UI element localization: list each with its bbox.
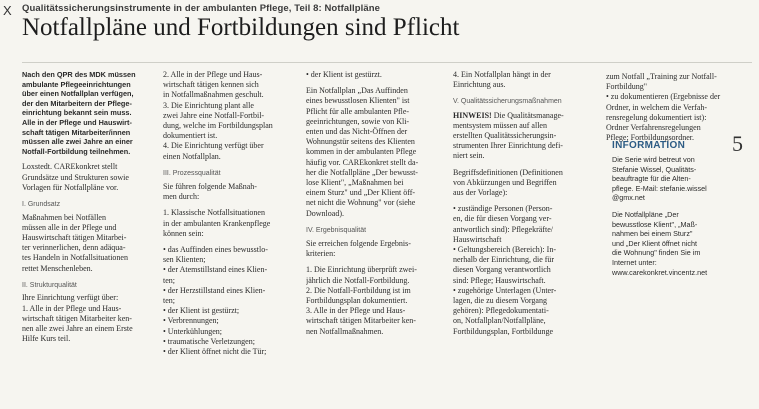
list-item: • das Auffinden eines bewusstlo-: [163, 245, 268, 255]
list-item: Hauswirtschaft: [453, 234, 502, 244]
text-line: bewusstlose Klient", „Maß-: [612, 219, 698, 229]
article-title: Notfallpläne und Fortbildungen sind Pflicht: [22, 14, 460, 41]
text-line: Sie führen folgende Maßnah-: [163, 182, 257, 192]
column-2: [163, 70, 293, 363]
text-line: 1. Klassische Notfallsituationen: [163, 208, 265, 218]
text-line: nahmen bei einem Sturz": [612, 229, 693, 239]
text-line: enten und das Nicht-Öffnen der: [306, 127, 408, 137]
corner-mark: X: [3, 3, 12, 18]
intro-line: Loxstedt. CAREkonkret stellt: [22, 162, 118, 172]
text-line: dokumentiert ist.: [163, 131, 218, 141]
definitions-list: [453, 204, 593, 337]
text-line: 4. Die Einrichtung verfügt über: [163, 141, 264, 151]
text-line: Sie erreichen folgende Ergebnis-: [306, 239, 411, 249]
list-item: ten;: [163, 275, 175, 285]
text-line: können sein:: [163, 228, 204, 238]
text-line: strumenten Ihrer Einrichtung defi-: [453, 141, 563, 151]
text-line: Download).: [306, 208, 344, 218]
author-note: [612, 155, 758, 203]
text-line: die Wohnung" finden Sie im: [612, 248, 701, 258]
text-line: tes Handeln in Notfallsituationen: [22, 253, 128, 263]
text-line: eines bewusstlosen Klienten" ist: [306, 96, 410, 106]
lead-line: müssen alle zwei Jahre an einer: [22, 137, 133, 147]
text-line: net nicht die Wohnung" vor (siehe: [306, 198, 416, 208]
text-line: einem Sturz" und „Der Klient öff-: [306, 188, 416, 198]
list-item: en, die für diesen Vorgang ver-: [453, 214, 552, 224]
text-line: Fortbildung": [606, 82, 648, 92]
section-text: [306, 239, 442, 259]
text-line: • zu dokumentieren (Ergebnisse der: [606, 92, 721, 102]
list-item: • Geltungsbereich (Bereich): In-: [453, 245, 556, 255]
list-item: • Unterkühlungen;: [163, 326, 223, 336]
text-line: zum Notfall „Training zur Notfall-: [606, 72, 717, 81]
list-item: diesen Vorgang verantwortlich: [453, 265, 551, 275]
intro-line: Vorlagen für Notfallpläne vor.: [22, 182, 119, 192]
text-line: 2. Alle in der Pflege und Haus-: [163, 70, 263, 79]
column-1: [22, 70, 150, 350]
list-item: nerhalb der Einrichtung, die für: [453, 255, 555, 265]
section-heading: I. Grundsatz: [22, 200, 61, 208]
information-heading: INFORMATION: [612, 140, 686, 151]
hinweis-label: HINWEIS!: [453, 110, 492, 120]
section-text: [163, 70, 293, 162]
text-line: ter verinnerlichen, denn adäqua-: [22, 243, 126, 253]
text-line: rensregelung dokumentiert ist):: [606, 112, 707, 122]
lead-line: Alle in der Pflege und Hauswirt-: [22, 117, 132, 127]
list-item: • zugehörige Unterlagen (Unter-: [453, 285, 557, 295]
list-intro: [163, 208, 293, 239]
bullet-list: [163, 245, 293, 357]
text-line: Begriffsdefinitionen (Definitionen: [453, 167, 563, 177]
text-line: aus der Vorlage):: [453, 188, 508, 198]
text-line: nen alle zwei Jahre an einem Erste: [22, 323, 133, 333]
text-line: kriterien:: [306, 249, 336, 259]
text-line: und „Der Klient öffnet nicht: [612, 238, 697, 248]
text-line: Ihre Einrichtung verfügt über:: [22, 293, 119, 303]
text-line: kommen in der ambulanten Pflege: [306, 147, 417, 157]
list-item: wirtschaft tätigen Mitarbeiter ken-: [306, 316, 416, 326]
text-line: rettet Menschenleben.: [22, 263, 93, 273]
hinweis-paragraph: [453, 111, 593, 162]
list-item: • der Klient öffnet nicht die Tür;: [163, 347, 267, 357]
lead-line: schaft tätigen Mitarbeiter/innen: [22, 127, 131, 137]
list-item: ten;: [163, 296, 175, 306]
list-item: • der Herzstillstand eines Klien-: [163, 285, 266, 295]
text-line: müssen alle in der Pflege und: [22, 222, 117, 232]
text-line: Die Qualitätsmanage-: [491, 110, 564, 120]
text-line: in der ambulanten Krankenpflege: [163, 218, 271, 228]
text-line: Hilfe Kurs teil.: [22, 334, 71, 344]
text-line: 3. Die Einrichtung plant alle: [163, 100, 254, 110]
intro-paragraph: [22, 162, 150, 193]
list-item: nen Notfallmaßnahmen.: [306, 326, 384, 336]
text-line: wirtschaft tätigen Mitarbeiter ken-: [22, 313, 132, 323]
lead-line: ambulante Pflegeeinrichtungen: [22, 79, 131, 89]
text-line: einen Notfallplan.: [163, 151, 221, 161]
text-line: Die Notfallpläne „Der: [612, 209, 679, 219]
list-item: • Verbrennungen;: [163, 316, 219, 326]
text-line: mentsystem müssen auf allen: [453, 120, 547, 130]
download-note: [612, 210, 758, 277]
text-line: Pflege; Fortbildungsordner.: [606, 133, 694, 143]
section-text: [163, 182, 293, 202]
list-item: sen Klienten;: [163, 255, 206, 265]
list-item: Fortbildungsplan, Fortbildunge: [453, 326, 553, 336]
text-line: her die Notfallpläne „Der bewusst-: [306, 167, 418, 177]
criteria-list: [306, 265, 442, 336]
list-item: • traumatische Verletzungen;: [163, 336, 255, 346]
list-item: antwortlich sind): Pflegekräfte/: [453, 224, 553, 234]
text-line: Wohnungstür seitens des Klienten: [306, 137, 415, 147]
text-line: Pflicht für alle ambulanten Pfle-: [306, 106, 410, 116]
text-line: niert sein.: [453, 151, 485, 161]
text-line: in Notfallmaßnahmen geschult.: [163, 90, 264, 100]
section-heading: V. Qualitätssicherungsmaßnahmen: [453, 98, 562, 106]
list-item: Fortbildungsplan dokumentiert.: [306, 296, 408, 306]
list-item: • der Klient ist gestürzt.: [306, 70, 382, 79]
text-line: Ein Notfallplan „Das Auffinden: [306, 86, 408, 96]
lead-line: Nach den QPR des MDK müssen: [22, 70, 136, 79]
information-box: [612, 140, 758, 409]
article-kicker: Qualitätssicherungsinstrumente in der ambulanten Pflege, Teil 8: Notfallpläne: [22, 3, 381, 14]
handwritten-page-mark: 5: [732, 131, 743, 156]
list-item: • der Klient ist gestürzt;: [163, 306, 240, 316]
list-item: • zuständige Personen (Person-: [453, 204, 553, 214]
lead-paragraph: [22, 70, 150, 156]
section-text: [306, 86, 442, 219]
list-item: on, Notfallplan/Notfallpläne,: [453, 316, 546, 326]
definitions-intro: [453, 168, 593, 199]
text-line: zwei Jahre eine Notfall-Fortbil-: [163, 110, 265, 120]
text-line: lose Klient", „Maßnahmen bei: [306, 178, 404, 188]
section-text: [22, 293, 150, 344]
text-line: Hauswirtschaft tätigen Mitarbei-: [22, 232, 127, 242]
text-line: wirtschaft tätigen kennen sich: [163, 80, 259, 90]
text-line: Maßnahmen bei Notfällen: [22, 212, 106, 222]
text-line: men durch:: [163, 192, 200, 202]
text-line: geeinrichtungen, sowie von Kli-: [306, 116, 410, 126]
text-line: Stefanie Wissel, Qualitäts-: [612, 164, 697, 174]
text-line: Ordner Verfahrensregelungen: [606, 123, 701, 133]
title-divider: [22, 62, 752, 63]
text-line: erstellten Qualitätssicherungsin-: [453, 131, 557, 141]
text-line: dung, welche im Fortbildungsplan: [163, 121, 273, 131]
text-line: pflege. E-Mail: stefanie.wissel: [612, 183, 707, 193]
text-line: Internet unter:: [612, 257, 657, 267]
intro-line: Grundsätze und Strukturen sowie: [22, 172, 129, 182]
section-heading: IV. Ergebnisqualität: [306, 226, 367, 234]
url-link[interactable]: www.carekonkret.vincentz.net: [612, 267, 708, 277]
information-body: [612, 155, 758, 277]
text-line: 4. Ein Notfallplan hängt in der: [453, 70, 551, 79]
column-4: [453, 70, 593, 343]
list-item: lagen, die zu diesem Vorgang: [453, 296, 547, 306]
list-item: sind: Pflege; Hauswirtschaft.: [453, 275, 546, 285]
section-heading: III. Prozessqualität: [163, 169, 221, 177]
column-3: [306, 70, 442, 343]
text-line: Einrichtung aus.: [453, 80, 506, 90]
lead-line: über einen Notfallplan verfügen,: [22, 89, 134, 99]
text-line: beauftragte für die Alten-: [612, 174, 691, 184]
text-line: Die Serie wird betreut von: [612, 155, 695, 164]
section-text: [453, 70, 593, 90]
list-item: • der Atemstillstand eines Klien-: [163, 265, 268, 275]
text-line: Ordner, in welchem die Verfah-: [606, 102, 708, 112]
lead-line: Notfall-Fortbildung teilnehmen.: [22, 146, 131, 156]
lead-line: einrichtung bekannt sein muss.: [22, 108, 132, 118]
list-item: 3. Alle in der Pflege und Haus-: [306, 306, 406, 316]
section-text: [22, 213, 150, 274]
lead-line: der den Mitarbeitern der Pflege-: [22, 98, 132, 108]
text-line: @gmx.net: [612, 193, 645, 203]
text-line: 1. Alle in der Pflege und Haus-: [22, 303, 122, 313]
list-item: gehören): Pflegedokumentati-: [453, 306, 549, 316]
text-line: häufig vor. CAREkonkret stellt da-: [306, 157, 419, 167]
list-item: jährlich die Notfall-Fortbildung.: [306, 275, 410, 285]
section-heading: II. Strukturqualität: [22, 281, 77, 289]
list-item: 2. Die Notfall-Fortbildung ist im: [306, 285, 411, 295]
list-item: 1. Die Einrichtung überprüft zwei-: [306, 265, 417, 275]
text-line: von Abkürzungen und Begriffen: [453, 177, 557, 187]
